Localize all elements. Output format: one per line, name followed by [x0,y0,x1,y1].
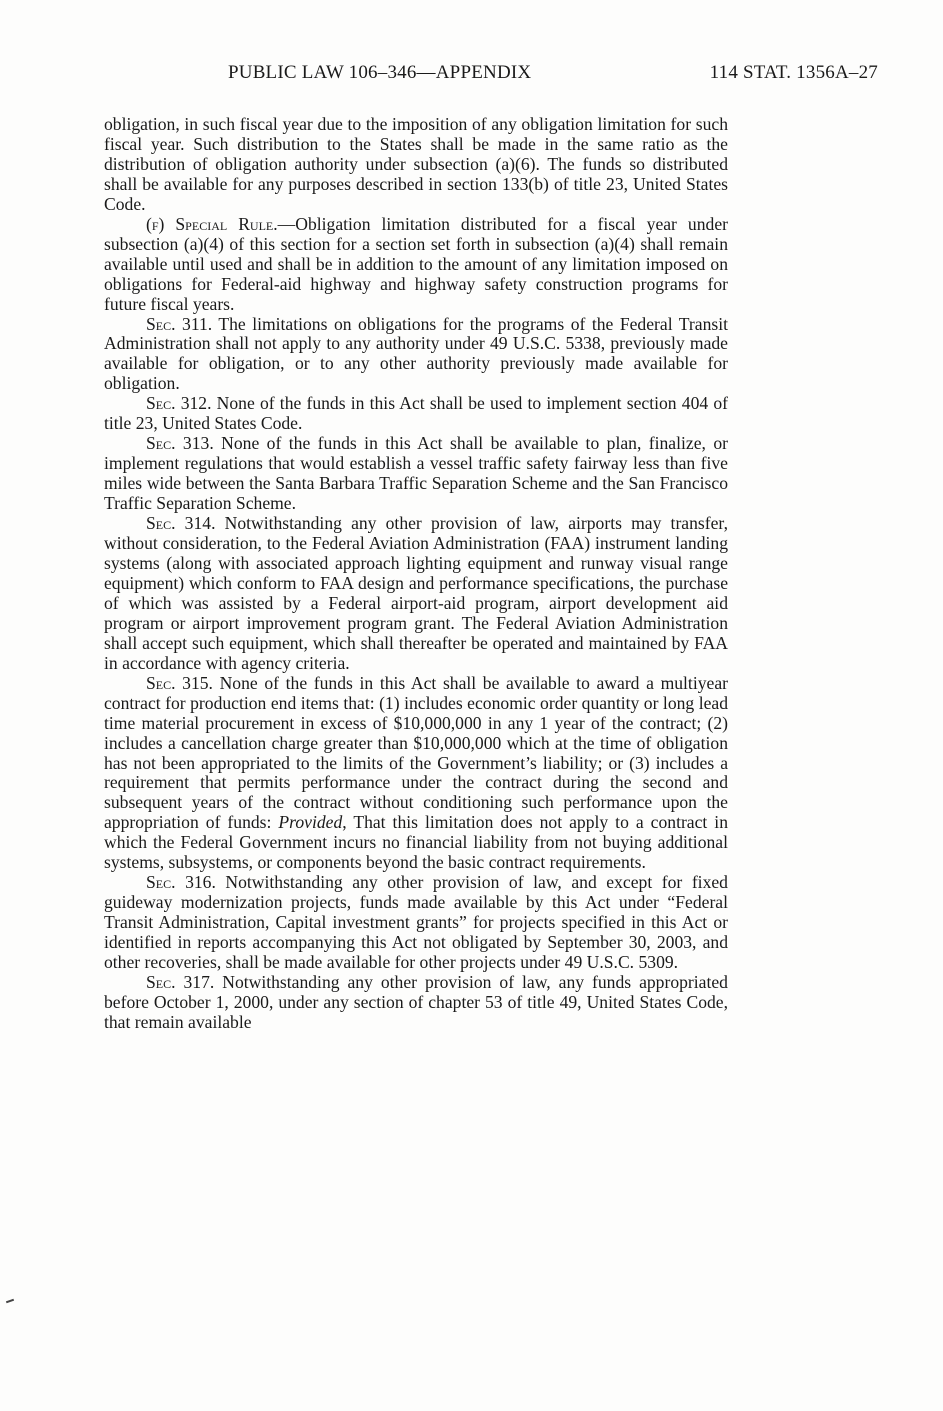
section-label: Sec. 317. [146,971,215,992]
scan-mark [6,1299,14,1304]
body-text [104,115,728,1033]
paragraph-sec-313: Sec. 313. None of the funds in this Act shall be available to plan, finalize, or implement regulations that would establish a vessel traffic safety fairway less than five miles wide between the Santa Barbara Traffic Separation Scheme and the San Francisco Traffic Separation Scheme. [104,433,728,514]
paragraph-sec-316: Sec. 316. Notwithstanding any other provision of law, and except for fixed guideway modernization projects, funds made available by this Act under “Federal Transit Administration, Capital investment grants” for projects specified in this Act or identified in reports accompanying this Act not obligated by September 30, 2003, and other recoveries, shall be made available for other projects under 49 U.S.C. 5309. [104,872,728,973]
section-label: Sec. 312. [146,393,212,414]
section-label: Sec. 313. [146,433,214,454]
paragraph-continuation: obligation, in such fiscal year due to the imposition of any obligation limitation for such fiscal year. Such distribution to the States shall be made in the same ratio as the distribution of obligation authority under subsection (a)(6). The funds so distributed shall be available for any purposes described in section 133(b) of title 23, United States Code. [104,114,728,214]
italic-proviso: Provided [278,812,343,833]
paragraph-sec-314: Sec. 314. Notwithstanding any other provision of law, airports may transfer, without consideration, to the Federal Aviation Administration (FAA) instrument landing systems (along with associated approach lighting equipment and runway visual range equipment) which conform to FAA design and performance specifications, the purchase of which was assisted by a Federal airport-aid program, airport development aid program or airport improvement program grant. The Federal Aviation Administration shall accept such equipment, which shall thereafter be operated and maintained by FAA in accordance with agency criteria. [104,513,728,673]
subsection-label: (f) Special Rule. [146,213,278,234]
paragraph-sec-315: Sec. 315. None of the funds in this Act shall be available to award a multiyear contract for production end items that: (1) includes economic order quantity or long lead time material procurement in excess of $10,000,000 in any 1 year of the contract; (2) includes a cancellation charge greater than $10,000,000 which at the time of obligation has not been appropriated to the limits of the Government’s liability; or (3) includes a requirement that permits performance under the contract during the second and subsequent years of the contract without conditioning such performance upon the appropriation of funds: Provided, That this limitation does not apply to a contract in which the Federal Government incurs no financial liability from not buying additional systems, subsystems, or components beyond the basic contract requirements. [104,672,728,873]
header-title: PUBLIC LAW 106–346—APPENDIX [228,62,532,83]
paragraph-special-rule: (f) Special Rule.—Obligation limitation distributed for a fiscal year under subsection (a)(4) of this section for a section set forth in subsection (a)(4) shall remain available until used and shall be in addition to the amount of any limitation imposed on obligations for Federal-aid highway and highway safety construction programs for future fiscal years. [104,213,728,314]
running-header [228,62,878,92]
section-label: Sec. 316. [146,872,216,893]
paragraph-sec-311: Sec. 311. The limitations on obligations for the programs of the Federal Transit Administration shall not apply to any authority under 49 U.S.C. 5338, previously made available for obligation, or to any other authority previously made available for obligation. [104,313,728,394]
section-label: Sec. 315. [146,672,213,693]
paragraph-sec-317: Sec. 317. Notwithstanding any other provision of law, any funds appropriated before October 1, 2000, under any section of chapter 53 of title 49, United States Code, that remain available [104,971,728,1032]
section-label: Sec. 314. [146,513,216,534]
paragraph-sec-312: Sec. 312. None of the funds in this Act shall be used to implement section 404 of title 23, United States Code. [104,393,728,434]
page-folio: 114 STAT. 1356A–27 [709,62,878,83]
section-label: Sec. 311. [146,313,213,334]
